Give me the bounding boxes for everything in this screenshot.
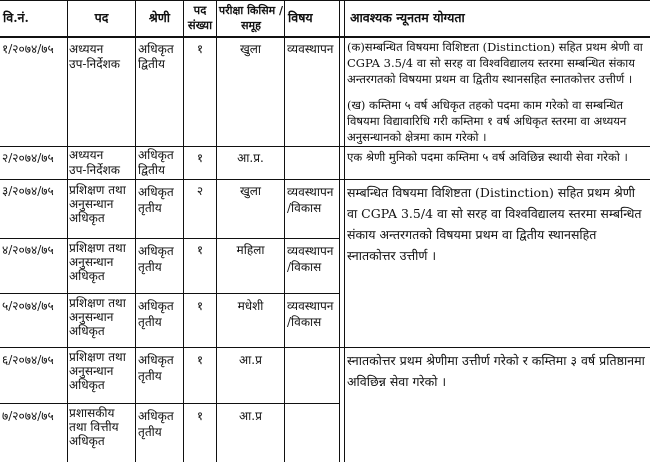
header-exam-type: परीक्षा किसिम / समूह [218,4,284,32]
row-3-serial: ३/२०७४/७५ [2,184,54,198]
row-2-class: अधिकृत द्वितीय [138,148,174,177]
qualification-1a: (क)सम्बन्धित विषयमा विशिष्टता (Distinction) सहित प्रथम श्रेणी वा CGPA 3.5/4 वा सो सरह वा विश्वविद्यालय स्तरमा सम्बन्धित संकाय अन्तरगतको विषयमा प्रथम वा द्वितीय स्थानसहित स्नातकोत्तर उत्तीर्ण । [347,40,643,86]
header-qualification: आवश्यक न्यूनतम योग्यता [350,10,465,25]
row-3-subject: व्यवस्थापन /विकास [287,185,334,215]
row-5-exam: मधेशी [237,299,264,313]
header-subject: विषय [288,10,313,25]
column-divider [339,0,340,462]
row-5-count: १ [196,299,204,313]
row-2-serial: २/२०७४/७५ [2,151,54,165]
row-2-exam: आ.प्र. [237,151,264,165]
row-5-subject: व्यवस्थापन /विकास [287,299,334,329]
row-6-count: १ [196,353,204,367]
qualification-6: स्नातकोत्तर प्रथम श्रेणीमा उत्तीर्ण गरेको र कम्तिमा ३ वर्ष प्रतिष्ठानमा अविछिन्न सेवा गरेको । [347,353,645,389]
column-divider [135,0,136,462]
qualification-3: सम्बन्धित विषयमा विशिष्टता (Distinction) सहित प्रथम श्रेणी वा CGPA 3.5/4 वा सो सरह वा विश्वविद्यालय स्तरमा सम्बन्धित संकाय अन्तरगतको विषयमा प्रथम वा द्वितीय स्थानसहित स्नातकोत्तर उत्तीर्ण । [347,185,642,263]
row-divider [0,403,340,404]
row-5-class: अधिकृत तृतीय [138,299,174,329]
row-1-count: १ [196,42,204,56]
row-7-class: अधिकृत तृतीय [138,409,174,439]
header-bottom-line [0,36,650,38]
qualification-2: एक श्रेणी मुनिको पदमा कम्तिमा ५ वर्ष अविछिन्न स्थायी सेवा गरेको । [347,150,628,164]
row-1-post: अध्ययन उप-निर्देशक [69,42,120,71]
row-7-count: १ [196,409,204,423]
column-divider [284,0,285,462]
row-5-post: प्रशिक्षण तथा अनुसन्धान अधिकृत [69,296,126,338]
row-3-post: प्रशिक्षण तथा अनुसन्धान अधिकृत [69,183,126,225]
qualification-1b: (ख) कम्तिमा ५ वर्ष अधिकृत तहको पदमा काम गरेको वा सम्बन्धित विषयमा विद्यावारिधि गरी कम्तिमा १ वर्ष अधिकृत स्तरमा वा अध्ययन अनुसन्धानको क्षेत्रमा काम गरेको । [347,98,627,144]
row-4-serial: ४/२०७४/७५ [2,243,54,257]
row-1-exam: खुला [239,42,262,56]
row-divider [0,146,650,147]
header-post: पद [94,10,109,25]
row-5-serial: ५/२०७४/७५ [2,299,54,313]
header-class: श्रेणी [148,10,171,25]
row-divider [0,347,650,348]
row-divider [0,293,340,294]
row-divider [0,179,650,180]
row-6-exam: आ.प्र [239,353,262,367]
row-3-count: २ [196,184,204,198]
row-4-exam: महिला [236,243,265,257]
row-7-serial: ७/२०७४/७५ [2,409,54,423]
row-1-class: अधिकृत द्वितीय [138,42,174,71]
row-6-class: अधिकृत तृतीय [138,353,174,383]
row-2-post: अध्ययन उप-निर्देशक [69,148,120,177]
row-2-count: १ [196,151,204,165]
row-7-exam: आ.प्र [239,409,262,423]
row-6-serial: ६/२०७४/७५ [2,353,54,367]
row-3-exam: खुला [239,184,262,198]
table-border-top [0,0,650,1]
row-divider [0,238,340,239]
row-7-post: प्रशासकीय तथा वित्तीय अधिकृत [69,406,119,448]
row-4-count: १ [196,243,204,257]
row-1-serial: १/२०७४/७५ [2,42,54,56]
column-divider [216,0,217,462]
column-divider [344,0,345,462]
row-6-post: प्रशिक्षण तथा अनुसन्धान अधिकृत [69,350,126,392]
header-count: पद संख्या [187,3,213,32]
column-divider [67,0,68,462]
row-3-class: अधिकृत तृतीय [138,185,174,215]
column-divider [183,0,184,462]
row-1-subject: व्यवस्थापन [287,42,334,56]
header-serial: वि.नं. [3,10,29,25]
row-4-subject: व्यवस्थापन /विकास [287,244,334,274]
row-4-post: प्रशिक्षण तथा अनुसन्धान अधिकृत [69,241,126,283]
row-4-class: अधिकृत तृतीय [138,244,174,274]
